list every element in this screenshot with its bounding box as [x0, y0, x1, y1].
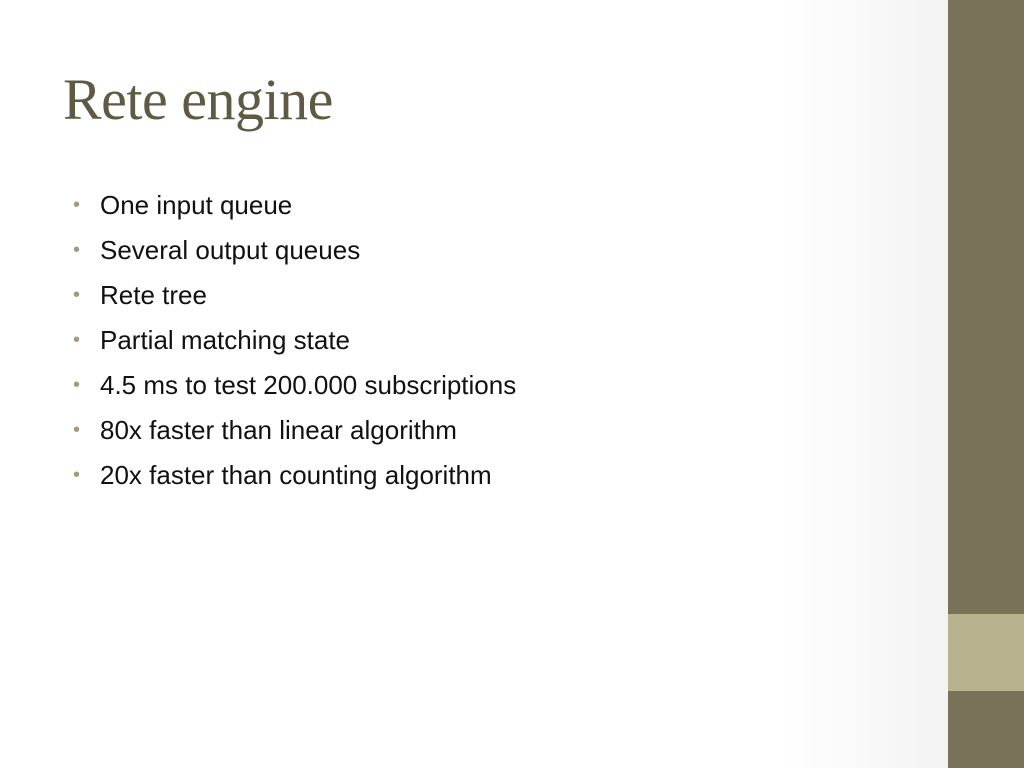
bullet-text: 80x faster than linear algorithm — [100, 415, 457, 445]
bullet-list — [73, 183, 516, 498]
bullet-dot-icon: • — [73, 284, 81, 306]
bullet-text: Several output queues — [100, 235, 361, 265]
bullet-dot-icon: • — [73, 464, 81, 486]
bullet-item-one-input-queue — [73, 183, 516, 228]
bullet-text: 20x faster than counting algorithm — [100, 460, 492, 490]
bullet-item-rete-tree — [73, 273, 516, 318]
bullet-item-several-output-queues — [73, 228, 516, 273]
bullet-item-test-time — [73, 363, 516, 408]
bullet-text: One input queue — [100, 190, 293, 220]
bullet-dot-icon: • — [73, 329, 81, 351]
bullet-item-partial-matching-state — [73, 318, 516, 363]
bullet-text: Partial matching state — [100, 325, 351, 355]
bullet-dot-icon: • — [73, 419, 81, 441]
bullet-dot-icon: • — [73, 194, 81, 216]
side-accent-block — [948, 614, 1024, 691]
bullet-dot-icon: • — [73, 239, 81, 261]
bullet-item-counting-comparison — [73, 453, 516, 498]
slide-title: Rete engine — [63, 67, 333, 132]
bullet-text: 4.5 ms to test 200.000 subscriptions — [100, 370, 517, 400]
bullet-dot-icon: • — [73, 374, 81, 396]
bullet-text: Rete tree — [100, 280, 207, 310]
bullet-item-linear-comparison — [73, 408, 516, 453]
